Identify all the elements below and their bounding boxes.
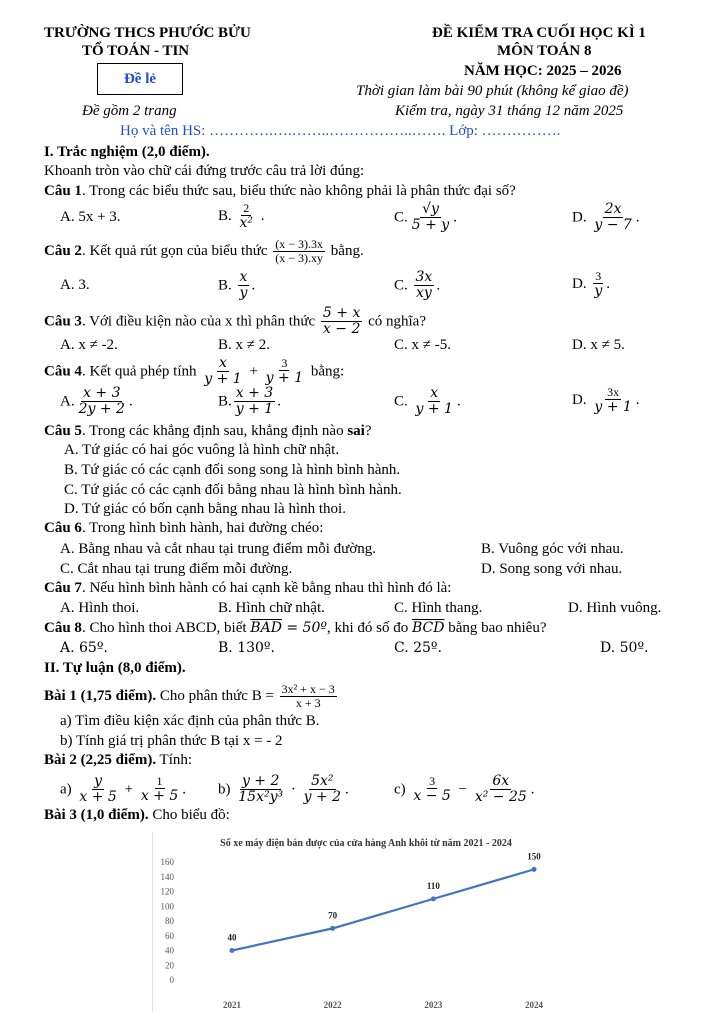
- duration: Thời gian làm bài 90 phút (không kể giao đề): [356, 83, 629, 99]
- q7-options: [0, 599, 724, 621]
- question-label: Câu 8: [44, 620, 82, 636]
- exercise-label: Bài 3 (1,0 điểm).: [44, 807, 149, 823]
- data-point: [330, 926, 335, 931]
- q3-option-c[interactable]: C. x ≠ -5.: [394, 337, 451, 353]
- question-label: Câu 7: [44, 580, 82, 596]
- q5-option-a[interactable]: A. Tứ giác có hai góc vuông là hình chữ nhật.: [64, 442, 340, 458]
- group-name: TỔ TOÁN - TIN: [82, 43, 190, 59]
- question-text: . Nếu hình bình hành có hai cạnh kề bằng nhau thì hình đó là:: [81, 580, 452, 596]
- q6-option-a[interactable]: A. Bằng nhau và cắt nhau tại trung điểm mỗi đường.: [60, 541, 376, 557]
- q4-option-b[interactable]: B. $\frac{x + 3}{y + 1}$ .: [218, 385, 281, 418]
- exercise-label: Bài 2 (2,25 điểm).: [44, 752, 157, 768]
- exam-code: Đề lẻ: [123, 71, 157, 87]
- sales-line-chart: [152, 832, 570, 1012]
- x-tick-label: 2024: [525, 1000, 543, 1010]
- q8-option-a[interactable]: A. 65º.: [60, 640, 108, 656]
- question-2: Câu 2. Kết quả rút gọn của biểu thức $\frac{(x - 3).3x}{(x - 3).xy}$ bằng.: [44, 237, 364, 266]
- question-5: Câu 5. Trong các khẳng định sau, khẳng định nào sai?: [44, 423, 372, 439]
- part1-instruction: Khoanh tròn vào chữ cái đứng trước câu trả lời đúng:: [44, 163, 365, 179]
- angle-bad: $\overline{BAD}$: [250, 620, 282, 636]
- student-line: Họ và tên HS: ………….….……..……………..……. Lớp: …………….: [120, 123, 561, 139]
- angle-bcd: $\overline{BCD}$: [411, 620, 445, 636]
- q1-option-a[interactable]: A. 5x + 3.: [60, 209, 121, 225]
- y-axis: [161, 857, 175, 985]
- q8-option-c[interactable]: C. 25º.: [394, 640, 442, 656]
- q2-option-b[interactable]: B. $\frac{x}{y}$ .: [218, 269, 256, 302]
- exercise-2-items: [0, 773, 724, 806]
- question-7: [44, 579, 451, 598]
- x-axis: [223, 1000, 544, 1010]
- part1-title: I. Trắc nghiệm (2,0 điểm).: [44, 144, 210, 160]
- data-label: 110: [426, 880, 440, 891]
- q7-option-c[interactable]: C. Hình thang.: [394, 600, 483, 616]
- school-name: TRƯỜNG THCS PHƯỚC BỬU: [44, 25, 251, 41]
- data-point: [532, 867, 537, 872]
- exercise-3: Bài 3 (1,0 điểm). Cho biểu đồ:: [44, 807, 230, 823]
- q7-option-b[interactable]: B. Hình chữ nhật.: [218, 600, 325, 616]
- q3-options: [0, 336, 724, 358]
- y-tick-label: 140: [160, 871, 174, 882]
- part2-title: II. Tự luận (8,0 điểm).: [44, 660, 186, 676]
- q8-option-d[interactable]: D. 50º.: [600, 640, 649, 656]
- y-tick-label: 100: [160, 901, 174, 912]
- question-label: Câu 6: [44, 520, 82, 536]
- q2-option-c[interactable]: C. $\frac{3x}{xy}$ .: [394, 269, 441, 302]
- y-tick-label: 60: [165, 930, 174, 941]
- chart-title: Số xe máy điện bán được của cửa hàng Anh khôi từ năm 2021 - 2024: [220, 838, 512, 849]
- y-tick-label: 0: [169, 975, 174, 985]
- q6-option-c[interactable]: C. Cắt nhau tại trung điểm mỗi đường.: [60, 561, 293, 577]
- question-1: [44, 182, 516, 201]
- data-point: [431, 896, 436, 901]
- q1-option-b[interactable]: B. $\frac{2}{\text{x²}}$ .: [218, 201, 265, 232]
- y-tick-label: 120: [160, 886, 174, 897]
- exercise-2: Bài 2 (2,25 điểm). Tính:: [44, 752, 193, 768]
- q5-option-d[interactable]: D. Tứ giác có bốn cạnh bằng nhau là hình thoi.: [64, 501, 346, 517]
- y-tick-label: 40: [165, 945, 174, 956]
- y-tick-label: 160: [160, 857, 174, 867]
- date-line: Kiểm tra, ngày 31 tháng 12 năm 2025: [395, 103, 624, 119]
- q2-fraction: $\frac{(x - 3).3x}{(x - 3).xy}$: [275, 237, 324, 266]
- data-point: [230, 948, 235, 953]
- exercise-2c: c) $\frac{3}{x - 5}$ − $\frac{6x}{\text{x² − 25}}$ .: [394, 773, 535, 806]
- question-text: . Trong các khẳng định sau, khẳng định nào: [81, 423, 348, 439]
- exercise-label: Bài 1 (1,75 điểm).: [44, 688, 157, 705]
- q5-option-b[interactable]: B. Tứ giác có các cạnh đối song song là hình bình hành.: [64, 462, 401, 478]
- question-3: Câu 3. Với điều kiện nào của x thì phân thức $\frac{5 + x}{x - 2}$ có nghĩa?: [44, 305, 426, 338]
- question-6: [44, 519, 323, 538]
- q6-option-d[interactable]: D. Song song với nhau.: [481, 561, 623, 577]
- q3-option-b[interactable]: B. x ≠ 2.: [218, 337, 270, 353]
- q4-options: [0, 385, 724, 418]
- question-8: Câu 8. Cho hình thoi ABCD, biết $\overline{BAD}$ = 50º, khi đó số đo $\overline{BCD}$ bằng bao nhiêu?: [44, 620, 547, 636]
- question-text: . Với điều kiện nào của x thì phân thức: [81, 313, 316, 330]
- q5-option-c[interactable]: C. Tứ giác có các cạnh đối bằng nhau là hình bình hành.: [64, 482, 402, 498]
- exam-code-box: [97, 63, 183, 95]
- q7-option-d[interactable]: D. Hình vuông.: [568, 600, 662, 616]
- q1-option-c[interactable]: C. $\frac{√y}{5 + y}$ .: [394, 201, 457, 234]
- question-label: Câu 3: [44, 313, 82, 330]
- question-label: Câu 5: [44, 423, 82, 439]
- q4-option-c[interactable]: C. $\frac{x}{y + 1}$ .: [394, 385, 461, 418]
- x-tick-label: 2022: [323, 1000, 342, 1010]
- question-text: . Kết quả phép tính: [81, 363, 197, 380]
- q4-option-a[interactable]: A. $\frac{x + 3}{2y + 2}$ .: [60, 385, 133, 418]
- question-label: Câu 4: [44, 363, 82, 380]
- exercise-2b: b) $\frac{y + 2}{\text{15x²y³}}$ · $\frac{\text{5x²}}{y + 2}$ .: [218, 773, 349, 806]
- q7-option-a[interactable]: A. Hình thoi.: [60, 600, 140, 616]
- q3-fraction: $\frac{5 + x}{x - 2}$: [322, 305, 361, 338]
- x-tick-label: 2021: [223, 1000, 241, 1010]
- q2-option-d[interactable]: D. $\frac{3}{y}$ .: [572, 269, 611, 300]
- y-tick-label: 20: [165, 960, 174, 971]
- data-label: 150: [527, 851, 541, 862]
- data-label: 70: [328, 910, 338, 921]
- question-4: Câu 4. Kết quả phép tính $\frac{x}{y + 1}$ + $\frac{3}{y + 1}$ bằng:: [44, 355, 345, 388]
- question-text: . Trong hình bình hành, hai đường chéo:: [81, 520, 324, 536]
- question-label: Câu 1: [44, 183, 82, 199]
- q8-option-b[interactable]: B. 130º.: [218, 640, 275, 656]
- q1-option-d[interactable]: D. $\frac{2x}{y - 7}$ .: [572, 201, 640, 234]
- pages-note: Đề gồm 2 trang: [82, 103, 177, 119]
- exercise-2a: a) $\frac{y}{x + 5}$ + $\frac{1}{x + 5}$ .: [60, 773, 186, 806]
- data-label: 40: [227, 932, 237, 943]
- exercise-1: Bài 1 (1,75 điểm). Cho phân thức B = $\frac{\text{3x² + x − 3}}{x + 3}$: [44, 682, 335, 711]
- q3-option-a[interactable]: A. x ≠ -2.: [60, 337, 118, 353]
- exercise-1b: b) Tính giá trị phân thức B tại x = - 2: [60, 733, 283, 749]
- q2-options: [0, 269, 724, 302]
- question-text: . Kết quả rút gọn của biểu thức: [81, 243, 268, 260]
- y-tick-label: 80: [165, 916, 174, 926]
- question-text: . Trong các biểu thức sau, biểu thức nào không phải là phân thức đại số?: [81, 183, 516, 199]
- question-text: . Cho hình thoi ABCD, biết: [81, 620, 247, 636]
- data-labels: [228, 851, 542, 942]
- exam-title: ĐỀ KIỂM TRA CUỐI HỌC KÌ 1: [432, 25, 646, 41]
- question-label: Câu 2: [44, 243, 82, 260]
- q3-option-d[interactable]: D. x ≠ 5.: [572, 337, 625, 353]
- x-tick-label: 2023: [424, 1000, 443, 1010]
- exercise-1a: a) Tìm điều kiện xác định của phân thức B.: [60, 713, 320, 729]
- b-fraction: $\frac{\text{3x² + x − 3}}{x + 3}$: [281, 682, 335, 711]
- subject: MÔN TOÁN 8: [497, 43, 592, 59]
- school-year: NĂM HỌC: 2025 – 2026: [464, 63, 622, 79]
- q4-option-d[interactable]: D. $\frac{3x}{y + 1}$ .: [572, 385, 640, 416]
- q6-option-b[interactable]: B. Vuông góc với nhau.: [481, 541, 624, 557]
- q1-options: [0, 201, 724, 234]
- series-line: [232, 869, 534, 950]
- q2-option-a[interactable]: A. 3.: [60, 277, 90, 293]
